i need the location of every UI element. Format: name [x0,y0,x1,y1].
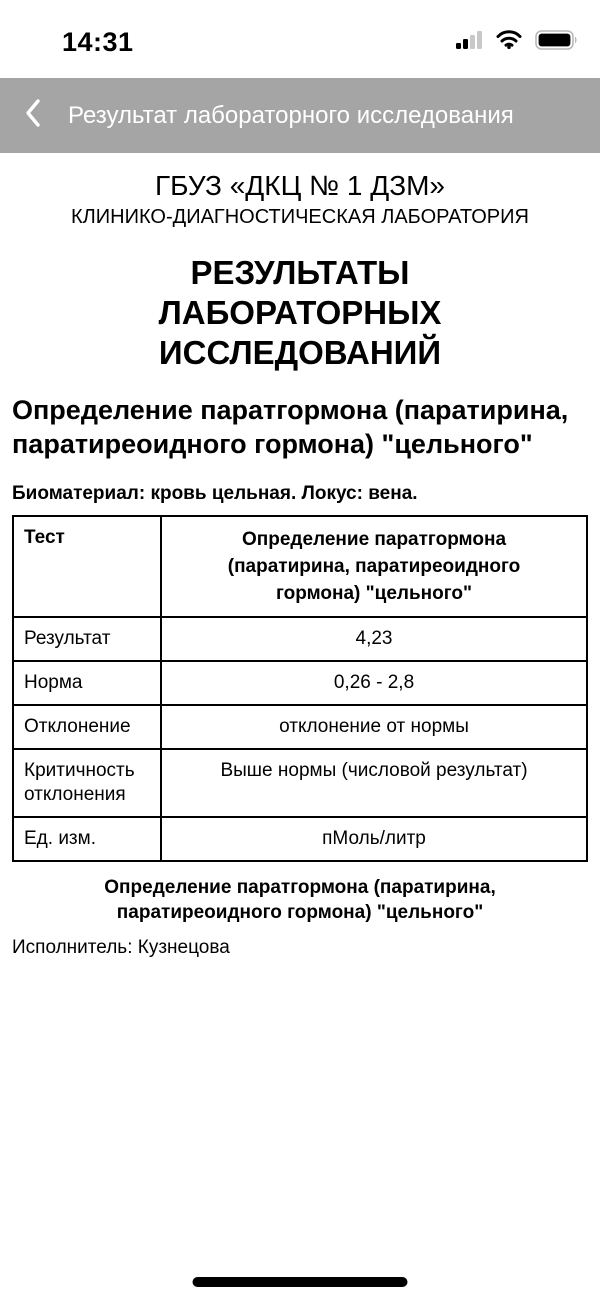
organization-subtitle: КЛИНИКО-ДИАГНОСТИЧЕСКАЯ ЛАБОРАТОРИЯ [71,206,529,228]
row-label: Критичность отклонения [13,749,161,817]
result-table [12,515,588,862]
test-name-value: Определение паратгормона (паратирина, паратиреоидного гормона) "цельного" [227,529,521,604]
table-row-result [13,617,587,661]
table-row-deviation [13,705,587,749]
home-indicator[interactable] [193,1277,408,1287]
deviation-value: отклонение от нормы [161,705,587,749]
executor-line: Исполнитель: Кузнецова [12,937,230,958]
lab-result-document [0,153,600,959]
wifi-icon [496,30,522,54]
row-label: Норма [13,661,161,705]
nav-bar [0,78,600,153]
result-value: 4,23 [161,617,587,661]
table-row-criticality [13,749,587,817]
document-heading: РЕЗУЛЬТАТЫ ЛАБОРАТОРНЫХ ИССЛЕДОВАНИЙ [158,254,442,371]
row-label: Тест [13,516,161,617]
row-label: Результат [13,617,161,661]
status-time: 14:31 [62,26,134,57]
chevron-left-icon [24,98,41,133]
norm-value: 0,26 - 2,8 [161,661,587,705]
criticality-value: Выше нормы (числовой результат) [161,749,587,817]
row-label: Отклонение [13,705,161,749]
cellular-signal-icon [456,31,483,54]
back-button[interactable] [24,96,54,136]
table-caption: Определение паратгормона (паратирина, паратиреоидного гормона) "цельного" [104,877,496,923]
battery-icon [535,30,578,55]
row-label: Ед. изм. [13,817,161,861]
units-value: пМоль/литр [161,817,587,861]
organization-name: ГБУЗ «ДКЦ № 1 ДЗМ» [154,170,446,201]
test-title: Определение паратгормона (паратирина, паратиреоидного гормона) "цельного" [12,395,569,459]
table-row-test [13,516,587,617]
row-value [161,516,587,617]
table-row-norm [13,661,587,705]
status-bar [0,0,600,78]
biomaterial-line: Биоматериал: кровь цельная. Локус: вена. [12,483,418,504]
status-icons [456,30,578,55]
table-row-units [13,817,587,861]
page-title: Результат лабораторного исследования [68,101,514,129]
